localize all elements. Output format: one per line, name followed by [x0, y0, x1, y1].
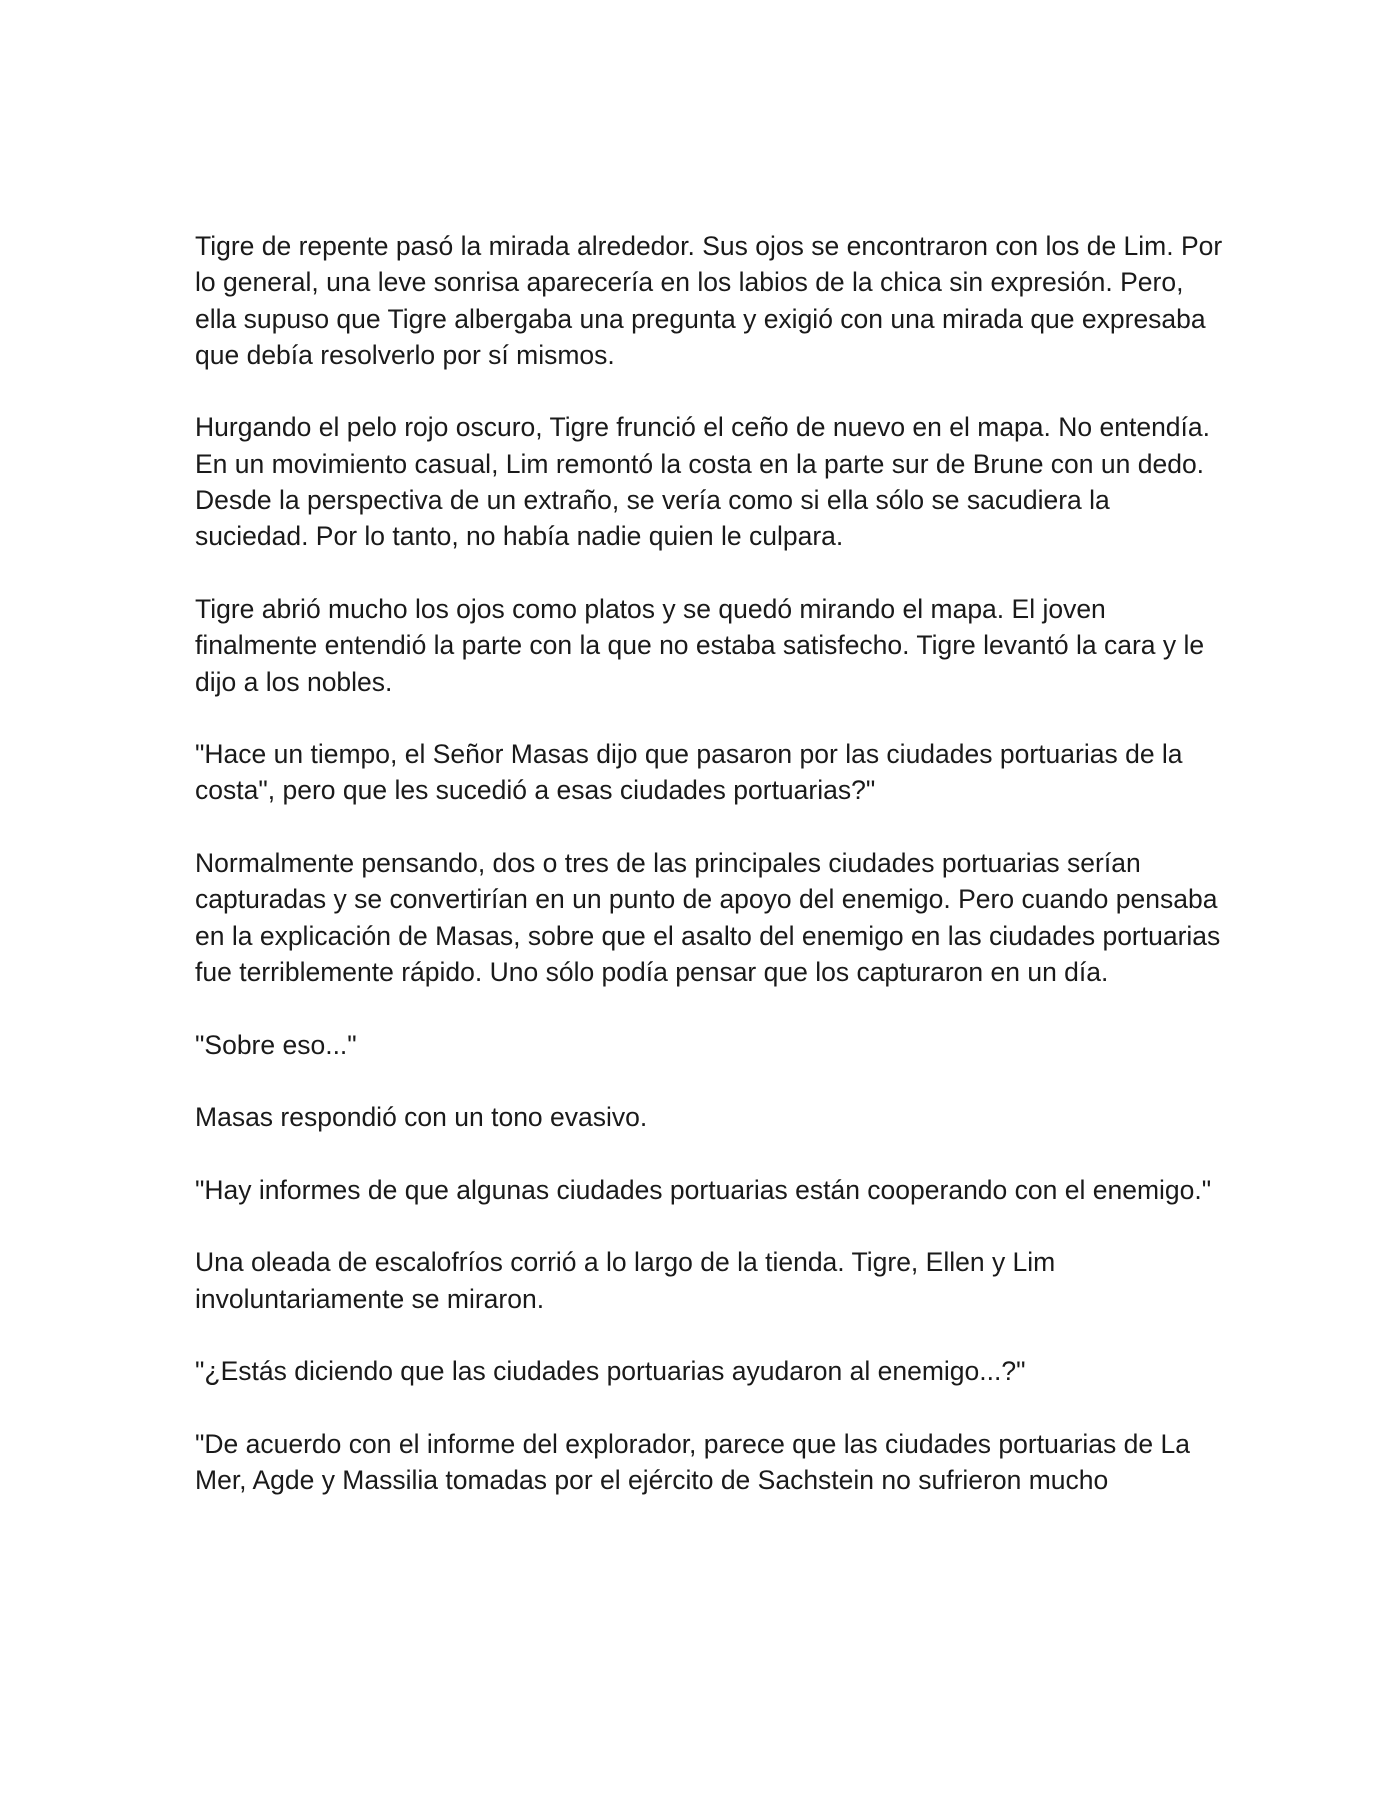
paragraph: "Sobre eso..." [195, 1029, 357, 1060]
paragraph: "Hay informes de que algunas ciudades portuarias están cooperando con el enemigo." [195, 1174, 1212, 1205]
paragraph: Una oleada de escalofríos corrió a lo largo de la tienda. Tigre, Ellen y Lim involuntariamente se miraron. [195, 1247, 1056, 1314]
paragraph: "Hace un tiempo, el Señor Masas dijo que pasaron por las ciudades portuarias de la costa", pero que les sucedió a esas ciudades portuarias?" [195, 739, 1183, 806]
paragraph: Tigre de repente pasó la mirada alrededor. Sus ojos se encontraron con los de Lim. Por lo general, una leve sonrisa aparecería en los labios de la chica sin expresión. Pero, ella supuso que Tigre albergaba una pregunta y exigió con una mirada que expresaba que debía resolverlo por sí mismos. [195, 231, 1223, 370]
paragraph: Hurgando el pelo rojo oscuro, Tigre frunció el ceño de nuevo en el mapa. No entendía. En un movimiento casual, Lim remontó la costa en la parte sur de Brune con un dedo. Desde la perspectiva de un extraño, se vería como si ella sólo se sacudiera la suciedad. Por lo tanto, no había nadie quien le culpara. [195, 412, 1211, 552]
document-body [195, 228, 1230, 1498]
paragraph: Tigre abrió mucho los ojos como platos y se quedó mirando el mapa. El joven finalmente entendió la parte con la que no estaba satisfecho. Tigre levantó la cara y le dijo a los nobles. [195, 593, 1205, 697]
paragraph: "¿Estás diciendo que las ciudades portuarias ayudaron al enemigo...?" [195, 1356, 1026, 1387]
paragraph: Normalmente pensando, dos o tres de las principales ciudades portuarias serían capturadas y se convertirían en un punto de apoyo del enemigo. Pero cuando pensaba en la explicación de Masas, sobre que el asalto del enemigo en las ciudades portuarias fue terriblemente rápido. Uno sólo podía pensar que los capturaron en un día. [195, 848, 1221, 987]
paragraph: "De acuerdo con el informe del explorador, parece que las ciudades portuarias de La Mer, Agde y Massilia tomadas por el ejército de Sachstein no sufrieron mucho [195, 1428, 1190, 1496]
paragraph: Masas respondió con un tono evasivo. [195, 1102, 648, 1133]
